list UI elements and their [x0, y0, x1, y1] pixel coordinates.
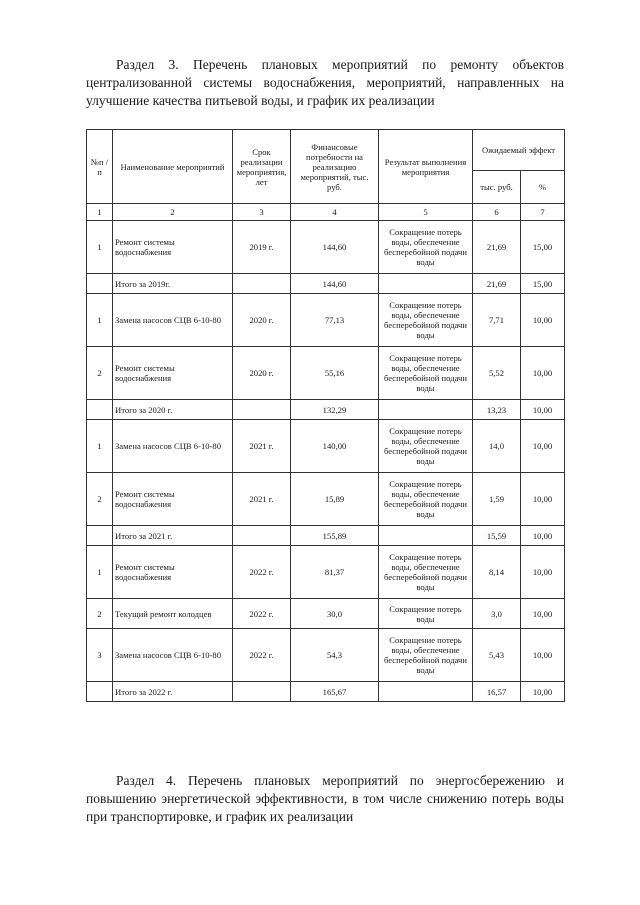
cell-effect-rub: 5,52: [473, 347, 521, 400]
cell-result: Сокращение потерь воды, обеспечение бесперебойной подачи воды: [379, 294, 473, 347]
col-index: 2: [113, 204, 233, 221]
cell-finance: 30,0: [291, 599, 379, 629]
cell-finance: 132,29: [291, 400, 379, 420]
cell-name: Текущий ремонт колодцев: [113, 599, 233, 629]
cell-name: Ремонт системы водоснабжения: [113, 546, 233, 599]
cell-result: Сокращение потерь воды, обеспечение бесперебойной подачи воды: [379, 546, 473, 599]
cell-num: 2: [87, 347, 113, 400]
cell-finance: 165,67: [291, 682, 379, 702]
cell-finance: 54,3: [291, 629, 379, 682]
cell-term: 2022 г.: [233, 599, 291, 629]
cell-effect-pct: 10,00: [521, 400, 565, 420]
table-row: [87, 629, 565, 682]
cell-total-label: Итого за 2021 г.: [113, 526, 233, 546]
cell-effect-pct: 10,00: [521, 347, 565, 400]
cell-effect-rub: 16,57: [473, 682, 521, 702]
cell-num: 1: [87, 294, 113, 347]
cell-term: [233, 274, 291, 294]
section-4-heading: Раздел 4. Перечень плановых мероприятий по энергосбережению и повышению энергетической эффективности, в том числе снижению потерь воды при транспортировке, и график их реализации: [86, 773, 564, 824]
total-row: [87, 526, 565, 546]
header-result: Результат выполнения мероприятия: [379, 130, 473, 204]
cell-effect-pct: 10,00: [521, 294, 565, 347]
cell-result: Сокращение потерь воды: [379, 599, 473, 629]
total-row: [87, 400, 565, 420]
cell-num: [87, 682, 113, 702]
cell-result: Сокращение потерь воды, обеспечение бесперебойной подачи воды: [379, 473, 473, 526]
cell-term: 2019 г.: [233, 221, 291, 274]
cell-term: 2022 г.: [233, 546, 291, 599]
cell-finance: 77,13: [291, 294, 379, 347]
total-row: [87, 682, 565, 702]
col-index: 6: [473, 204, 521, 221]
total-row: [87, 274, 565, 294]
table-row: [87, 420, 565, 473]
header-name: Наименование мероприятий: [113, 130, 233, 204]
cell-num: 1: [87, 420, 113, 473]
cell-name: Замена насосов СЦВ 6-10-80: [113, 629, 233, 682]
cell-finance: 140,00: [291, 420, 379, 473]
table-row: [87, 599, 565, 629]
cell-effect-rub: 7,71: [473, 294, 521, 347]
col-index: 7: [521, 204, 565, 221]
table-row: [87, 294, 565, 347]
cell-term: [233, 526, 291, 546]
cell-num: 2: [87, 599, 113, 629]
section-3-heading: Раздел 3. Перечень плановых мероприятий по ремонту объектов централизованной системы водоснабжения, мероприятий, направленных на улучшение качества питьевой воды, и график их реализации: [86, 57, 564, 108]
cell-term: 2021 г.: [233, 473, 291, 526]
col-index: 4: [291, 204, 379, 221]
cell-effect-rub: 21,69: [473, 221, 521, 274]
table-row: [87, 546, 565, 599]
header-effect-rub: тыс. руб.: [473, 171, 521, 204]
cell-effect-rub: 1,59: [473, 473, 521, 526]
cell-term: 2022 г.: [233, 629, 291, 682]
cell-effect-rub: 3,0: [473, 599, 521, 629]
cell-term: 2020 г.: [233, 347, 291, 400]
cell-term: 2020 г.: [233, 294, 291, 347]
cell-effect-rub: 21,69: [473, 274, 521, 294]
cell-finance: 55,16: [291, 347, 379, 400]
cell-term: 2021 г.: [233, 420, 291, 473]
cell-num: [87, 526, 113, 546]
header-finance: Финансовые потребности на реализацию мероприятий, тыс. руб.: [291, 130, 379, 204]
header-term: Срок реализации мероприятия, лет: [233, 130, 291, 204]
cell-finance: 144,60: [291, 221, 379, 274]
table-row: [87, 347, 565, 400]
cell-total-label: Итого за 2019г.: [113, 274, 233, 294]
cell-effect-pct: 10,00: [521, 682, 565, 702]
cell-effect-pct: 15,00: [521, 274, 565, 294]
cell-result: [379, 526, 473, 546]
cell-num: [87, 274, 113, 294]
cell-name: Замена насосов СЦВ 6-10-80: [113, 420, 233, 473]
cell-num: 2: [87, 473, 113, 526]
cell-effect-pct: 10,00: [521, 420, 565, 473]
cell-finance: 81,37: [291, 546, 379, 599]
cell-num: 1: [87, 221, 113, 274]
cell-effect-rub: 15,59: [473, 526, 521, 546]
cell-finance: 144,60: [291, 274, 379, 294]
cell-finance: 15,89: [291, 473, 379, 526]
col-index: 1: [87, 204, 113, 221]
table-row: [87, 473, 565, 526]
cell-result: [379, 274, 473, 294]
header-num: №п /п: [87, 130, 113, 204]
cell-effect-rub: 8,14: [473, 546, 521, 599]
cell-effect-rub: 13,23: [473, 400, 521, 420]
cell-effect-pct: 10,00: [521, 526, 565, 546]
cell-result: Сокращение потерь воды, обеспечение бесперебойной подачи воды: [379, 629, 473, 682]
cell-total-label: Итого за 2020 г.: [113, 400, 233, 420]
measures-table: [86, 129, 565, 702]
cell-num: 3: [87, 629, 113, 682]
header-effect-pct: %: [521, 171, 565, 204]
cell-total-label: Итого за 2022 г.: [113, 682, 233, 702]
cell-name: Ремонт системы водоснабжения: [113, 347, 233, 400]
table-body: [87, 204, 565, 702]
table-row: [87, 221, 565, 274]
cell-result: Сокращение потерь воды, обеспечение бесперебойной подачи воды: [379, 420, 473, 473]
cell-effect-pct: 10,00: [521, 473, 565, 526]
cell-num: 1: [87, 546, 113, 599]
cell-result: [379, 682, 473, 702]
cell-result: Сокращение потерь воды, обеспечение бесперебойной подачи воды: [379, 347, 473, 400]
cell-effect-pct: 10,00: [521, 546, 565, 599]
cell-name: Замена насосов СЦВ 6-10-80: [113, 294, 233, 347]
column-index-row: [87, 204, 565, 221]
cell-finance: 155,89: [291, 526, 379, 546]
cell-effect-pct: 15,00: [521, 221, 565, 274]
cell-name: Ремонт системы водоснабжения: [113, 221, 233, 274]
cell-term: [233, 682, 291, 702]
col-index: 5: [379, 204, 473, 221]
cell-name: Ремонт системы водоснабжения: [113, 473, 233, 526]
cell-term: [233, 400, 291, 420]
cell-effect-pct: 10,00: [521, 629, 565, 682]
cell-effect-rub: 5,43: [473, 629, 521, 682]
cell-num: [87, 400, 113, 420]
cell-effect-pct: 10,00: [521, 599, 565, 629]
col-index: 3: [233, 204, 291, 221]
header-effect: Ожидаемый эффект: [473, 130, 565, 171]
cell-effect-rub: 14,0: [473, 420, 521, 473]
cell-result: Сокращение потерь воды, обеспечение бесперебойной подачи воды: [379, 221, 473, 274]
cell-result: [379, 400, 473, 420]
